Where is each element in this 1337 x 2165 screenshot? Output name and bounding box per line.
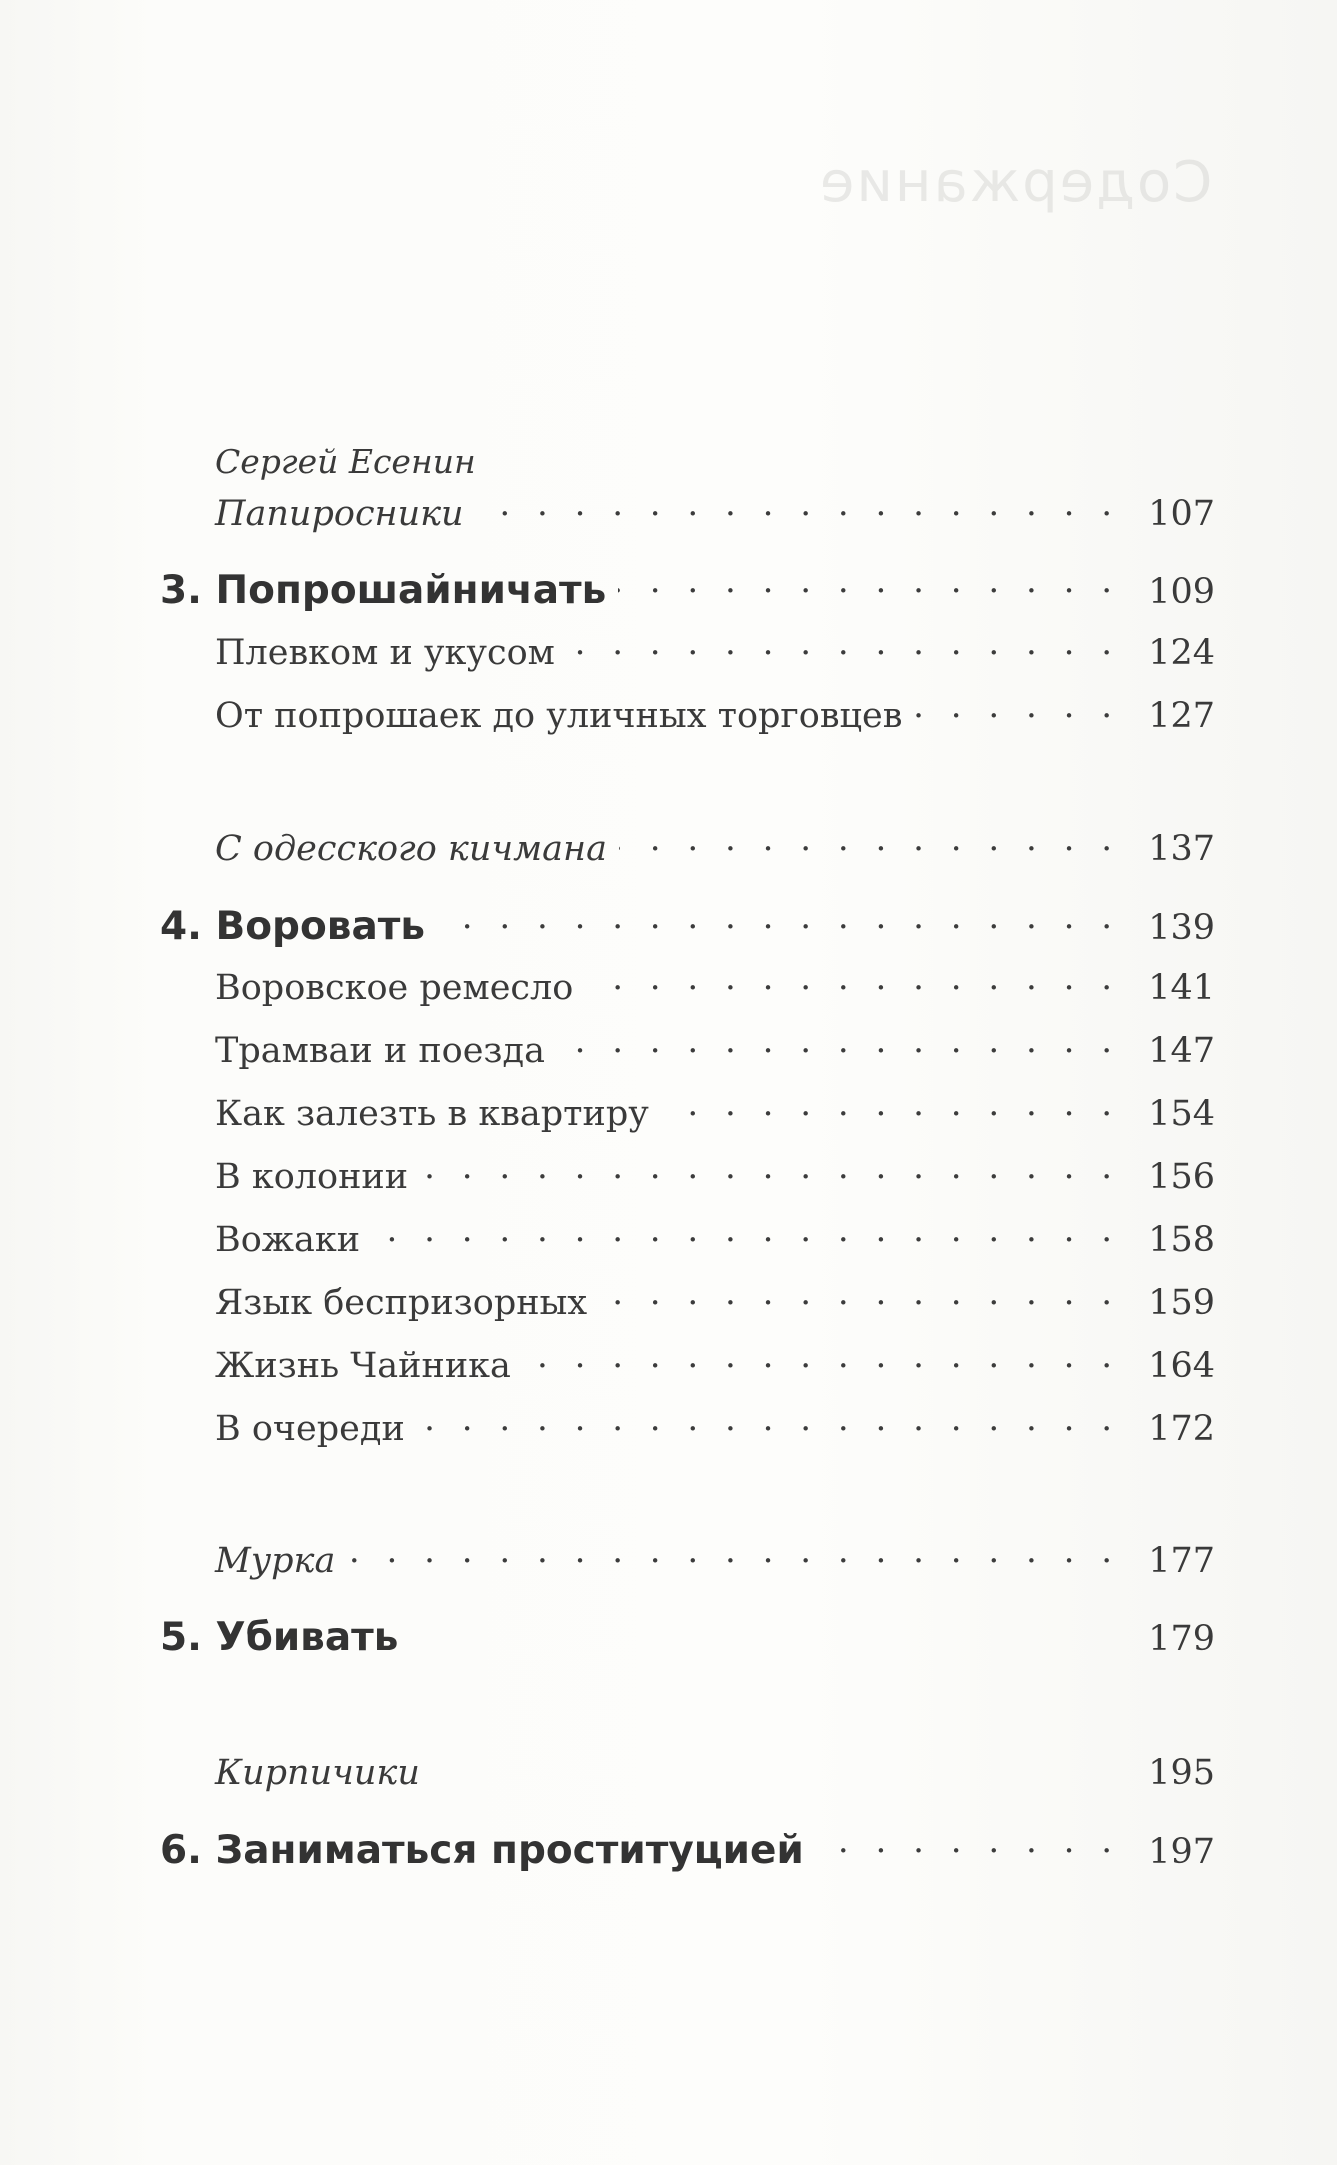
toc-entry[interactable] [215,1753,1215,1793]
toc-chapter[interactable] [160,904,1215,949]
dot-leader [417,1421,1120,1437]
dot-leader [618,583,1120,599]
toc-entry-title: Воровское ремесло [215,968,574,1008]
dot-leader [523,1358,1120,1374]
dot-leader [567,645,1120,661]
toc-page-number: 195 [1148,1753,1215,1793]
dot-leader [420,1169,1120,1185]
poem-author: Сергей Есенин [215,442,476,481]
toc-chapter[interactable] [160,568,1215,613]
toc-entry-title: От попрошаек до уличных торговцев [215,696,903,736]
toc-entry[interactable] [215,1541,1215,1581]
toc-entry[interactable] [215,1283,1215,1323]
toc-page-number: 172 [1148,1409,1215,1449]
dot-leader [557,1043,1120,1059]
toc-page-number: 124 [1148,633,1215,673]
toc-chapter-title: 4. Воровать [160,904,426,949]
toc-page-number: 154 [1148,1094,1215,1134]
toc-entry[interactable] [215,1157,1215,1197]
toc-entry-title: Папиросники [215,494,464,534]
dot-leader [661,1106,1120,1122]
toc-entry-title: Вожаки [215,1220,361,1260]
dot-leader [914,708,1120,724]
dot-leader [347,1553,1120,1569]
toc-page-number: 137 [1148,829,1215,869]
toc-chapter-title: 6. Заниматься проституцией [160,1828,804,1873]
toc-entry[interactable] [215,968,1215,1008]
dot-leader [816,1843,1120,1859]
toc-entry-title: Трамваи и поезда [215,1031,545,1071]
toc-entry-title: В колонии [215,1157,409,1197]
dot-leader [619,841,1120,857]
toc-entry-title: Как залезть в квартиру [215,1094,649,1134]
dot-leader [437,919,1120,935]
toc-page-number: 177 [1148,1541,1215,1581]
dot-leader [599,1295,1120,1311]
toc-page-number: 139 [1148,908,1215,948]
toc-page-number: 156 [1148,1157,1215,1197]
toc-page-number: 127 [1148,696,1215,736]
toc-chapter[interactable] [160,1615,1215,1660]
show-through-title: Содержание [817,150,1212,215]
toc-chapter-title: 5. Убивать [160,1615,399,1660]
toc-entry-title: Мурка [215,1541,336,1581]
toc-entry[interactable] [215,1409,1215,1449]
toc-page-number: 179 [1148,1619,1215,1659]
toc-page-number: 107 [1148,494,1215,534]
toc-entry-title: Язык беспризорных [215,1283,588,1323]
toc-entry[interactable] [215,1094,1215,1134]
toc-entry-title: Кирпичики [215,1753,420,1793]
toc-page-number: 147 [1148,1031,1215,1071]
toc-page-number: 159 [1148,1283,1215,1323]
toc-entry-title: С одесского кичмана [215,829,607,869]
toc-entry[interactable] [215,1031,1215,1071]
toc-page-number: 158 [1148,1220,1215,1260]
toc-entry[interactable] [215,1346,1215,1386]
toc-entry-title: В очереди [215,1409,405,1449]
toc-entry-title: Жизнь Чайника [215,1346,511,1386]
toc-entry[interactable] [215,633,1215,673]
toc-page-number: 164 [1148,1346,1215,1386]
toc-entry[interactable] [215,494,1215,534]
toc-entry[interactable] [215,1220,1215,1260]
toc-page-number: 141 [1148,968,1215,1008]
toc-entry-title: Плевком и укусом [215,633,555,673]
toc-entry[interactable] [215,696,1215,736]
toc-chapter[interactable] [160,1828,1215,1873]
dot-leader [585,980,1120,996]
toc-page-number: 197 [1148,1832,1215,1872]
dot-leader [372,1232,1120,1248]
dot-leader [476,506,1120,522]
toc-entry[interactable] [215,829,1215,869]
toc-page-number: 109 [1148,572,1215,612]
toc-chapter-title: 3. Попрошайничать [160,568,607,613]
